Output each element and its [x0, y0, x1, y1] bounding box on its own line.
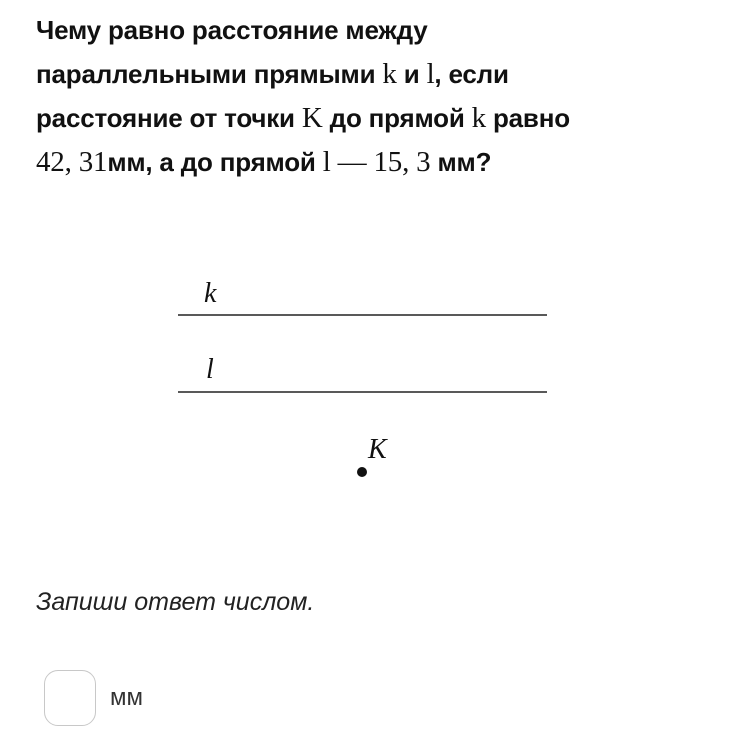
question-line-4: 42, 31мм, а до прямой l — 15, 3 мм?: [36, 146, 492, 178]
label-point-K: K: [368, 434, 387, 465]
label-line-l: l: [206, 354, 214, 385]
math-l: l: [322, 146, 331, 178]
answer-prompt: Запиши ответ числом.: [36, 588, 315, 616]
answer-unit: мм: [110, 684, 143, 711]
question-line-3: расстояние от точки K до прямой k равно: [36, 102, 570, 134]
math-distance-l: — 15, 3: [330, 146, 431, 178]
math-k: k: [471, 102, 486, 134]
math-distance-k: 42, 31: [36, 146, 108, 178]
math-l: l: [426, 58, 435, 90]
question-line-1: Чему равно расстояние между: [36, 15, 428, 45]
point-K: [357, 467, 367, 477]
label-line-k: k: [204, 278, 217, 309]
question-line-2: параллельными прямыми k и l, если: [36, 58, 509, 90]
math-K: K: [301, 102, 323, 134]
math-k: k: [382, 58, 397, 90]
answer-input[interactable]: [44, 670, 96, 726]
